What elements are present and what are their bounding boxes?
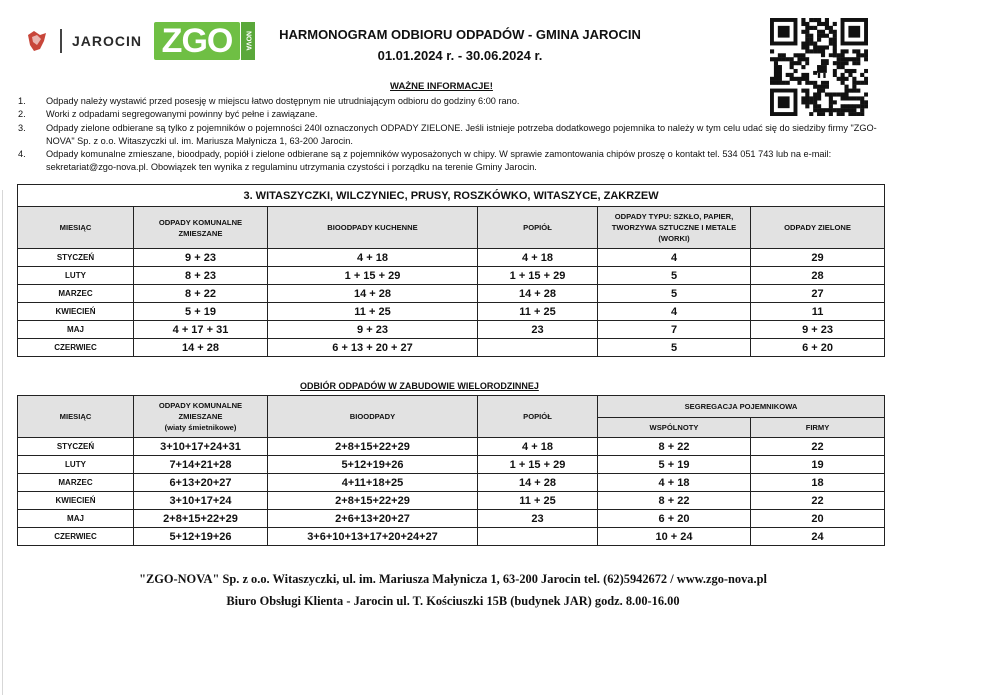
month-cell: KWIECIEŃ [18,492,134,510]
table-row [18,474,885,492]
t1-header-cell: POPIÓŁ [478,207,598,249]
date-cell: 8 + 22 [134,285,268,303]
t1-header-cell: MIESIĄC [18,207,134,249]
table-row [18,510,885,528]
t2-header-shared: WSPÓLNOTY [598,418,751,438]
date-cell: 14 + 28 [134,339,268,357]
date-cell: 20 [751,510,885,528]
date-cell: 7 [598,321,751,339]
date-cell: 27 [751,285,885,303]
zgo-nova-label: NOVA [241,22,255,60]
info-note-text: Odpady komunalne zmieszane, bioodpady, popiół i zielone odbierane są z pojemników wyposażonych w chipy. W sprawie zamontowania chipów proszę o kontakt tel. 534 051 743 lub na e-mail: sekretariat@zgo-nova.pl. Obowiązek ten wynika z regulaminu utrzymania czystości i porządku na terenie Gminy Jarocin. [46,149,832,173]
date-cell: 11 + 25 [478,492,598,510]
table-row [18,339,885,357]
t2-header-segregation: SEGREGACJA POJEMNIKOWA [598,396,885,418]
date-cell: 5 + 19 [598,456,751,474]
schedule-table-houses [17,184,885,357]
date-cell: 3+10+17+24+31 [134,438,268,456]
date-cell: 2+8+15+22+29 [134,510,268,528]
t2-header-mixed [134,396,268,438]
document-title [260,24,660,66]
date-cell: 7+14+21+28 [134,456,268,474]
date-cell: 4 + 18 [268,249,478,267]
date-cell: 18 [751,474,885,492]
date-cell: 22 [751,438,885,456]
logo-separator [60,29,62,53]
date-cell: 4 [598,303,751,321]
important-info-list [18,95,898,175]
table-row [18,303,885,321]
info-note [18,148,898,175]
date-cell: 9 + 23 [134,249,268,267]
important-info-title: WAŻNE INFORMACJE! [390,81,493,92]
date-cell: 10 + 24 [598,528,751,546]
date-cell: 22 [751,492,885,510]
date-cell: 28 [751,267,885,285]
date-cell: 5 [598,285,751,303]
date-cell: 6+13+20+27 [134,474,268,492]
month-cell: MARZEC [18,285,134,303]
date-cell: 4 + 18 [478,249,598,267]
page-edge-line [2,190,3,695]
month-cell: MAJ [18,321,134,339]
date-cell: 8 + 23 [134,267,268,285]
table-row [18,249,885,267]
t1-header-cell: ODPADY KOMUNALNE ZMIESZANE [134,207,268,249]
date-cell: 1 + 15 + 29 [478,267,598,285]
date-cell: 4 + 18 [598,474,751,492]
t2-header-ash: POPIÓŁ [478,396,598,438]
date-cell: 1 + 15 + 29 [268,267,478,285]
date-cell: 14 + 28 [268,285,478,303]
month-cell: LUTY [18,267,134,285]
info-note-number: 3. [18,122,26,133]
month-cell: MARZEC [18,474,134,492]
schedule-table-multifamily [17,395,885,546]
month-cell: LUTY [18,456,134,474]
month-cell: CZERWIEC [18,528,134,546]
info-note-number: 4. [18,149,26,160]
table-row [18,285,885,303]
table-row [18,321,885,339]
date-cell: 11 + 25 [478,303,598,321]
date-cell: 2+8+15+22+29 [268,492,478,510]
title-line-1: HARMONOGRAM ODBIORU ODPADÓW - GMINA JAROCIN [279,27,641,42]
t2-header-mixed-line1: ODPADY KOMUNALNE ZMIESZANE [158,401,243,421]
date-cell: 11 + 25 [268,303,478,321]
multifamily-section-title: ODBIÓR ODPADÓW W ZABUDOWIE WIELORODZINNEJ [300,381,539,391]
table-row [18,492,885,510]
date-cell: 8 + 22 [598,438,751,456]
logo-group [26,20,255,62]
date-cell: 5+12+19+26 [268,456,478,474]
date-cell: 5 + 19 [134,303,268,321]
date-cell: 23 [478,510,598,528]
t2-header-month: MIESIĄC [18,396,134,438]
t2-header-mixed-line2: (wiaty śmietnikowe) [164,423,237,432]
date-cell: 29 [751,249,885,267]
info-note-text: Worki z odpadami segregowanymi powinny być pełne i zawiązane. [46,109,318,120]
month-cell: CZERWIEC [18,339,134,357]
zgo-logo: ZGO [154,22,240,60]
t1-header-cell: ODPADY TYPU: SZKŁO, PAPIER, TWORZYWA SZTUCZNE I METALE (WORKI) [598,207,751,249]
jarocin-logo-text: JAROCIN [72,33,143,49]
date-cell: 4 + 17 + 31 [134,321,268,339]
month-cell: STYCZEŃ [18,249,134,267]
info-note-text: Odpady zielone odbierane są tylko z pojemników o pojemności 240l oznaczonych ODPADY ZIELONE. Jeśli istnieje potrzeba dodatkowego pojemnika to należy w tym celu udać się do siedziby firmy "ZGO-NOVA" Sp. z o.o. Witaszyczki ul. im. Mariusza Małynicza 1, 63-200 Jarocin. [46,122,877,146]
t2-header-bio: BIOODPADY [268,396,478,438]
table-row [18,438,885,456]
date-cell: 4+11+18+25 [268,474,478,492]
date-cell: 14 + 28 [478,474,598,492]
date-cell: 11 [751,303,885,321]
t2-header-companies: FIRMY [751,418,885,438]
date-cell: 3+10+17+24 [134,492,268,510]
date-cell: 6 + 20 [751,339,885,357]
date-cell: 8 + 22 [598,492,751,510]
jarocin-crest-icon [26,29,48,53]
date-cell: 4 + 18 [478,438,598,456]
month-cell: STYCZEŃ [18,438,134,456]
info-note [18,122,898,149]
date-cell: 3+6+10+13+17+20+24+27 [268,528,478,546]
date-cell: 9 + 23 [751,321,885,339]
table-row [18,528,885,546]
info-note-text: Odpady należy wystawić przed posesję w miejscu łatwo dostępnym nie utrudniającym odbioru do godziny 6:00 rano. [46,96,520,106]
date-cell: 4 [598,249,751,267]
table-row [18,456,885,474]
info-note-number: 2. [18,109,26,120]
title-line-2: 01.01.2024 r. - 30.06.2024 r. [377,48,543,63]
date-cell: 5+12+19+26 [134,528,268,546]
date-cell: 5 [598,339,751,357]
date-cell: 6 + 13 + 20 + 27 [268,339,478,357]
info-note-number: 1. [18,96,26,106]
date-cell: 5 [598,267,751,285]
month-cell: KWIECIEŃ [18,303,134,321]
table-1-caption: 3. WITASZYCZKI, WILCZYNIEC, PRUSY, ROSZKÓWKO, WITASZYCE, ZAKRZEW [18,185,885,207]
date-cell: 24 [751,528,885,546]
date-cell: 19 [751,456,885,474]
date-cell: 2+6+13+20+27 [268,510,478,528]
date-cell: 9 + 23 [268,321,478,339]
date-cell: 1 + 15 + 29 [478,456,598,474]
date-cell: 2+8+15+22+29 [268,438,478,456]
footer-company-line: "ZGO-NOVA" Sp. z o.o. Witaszyczki, ul. im. Mariusza Małynicza 1, 63-200 Jarocin tel. (62)5942672 / www.zgo-nova.pl [139,572,767,586]
footer-office-line: Biuro Obsługi Klienta - Jarocin ul. T. Kościuszki 15B (budynek JAR) godz. 8.00-16.00 [226,594,680,608]
info-note [18,108,898,121]
t1-header-cell: ODPADY ZIELONE [751,207,885,249]
date-cell: 23 [478,321,598,339]
date-cell [478,339,598,357]
t1-header-cell: BIOODPADY KUCHENNE [268,207,478,249]
month-cell: MAJ [18,510,134,528]
info-note [18,95,898,108]
date-cell: 14 + 28 [478,285,598,303]
table-row [18,267,885,285]
date-cell: 6 + 20 [598,510,751,528]
date-cell [478,528,598,546]
